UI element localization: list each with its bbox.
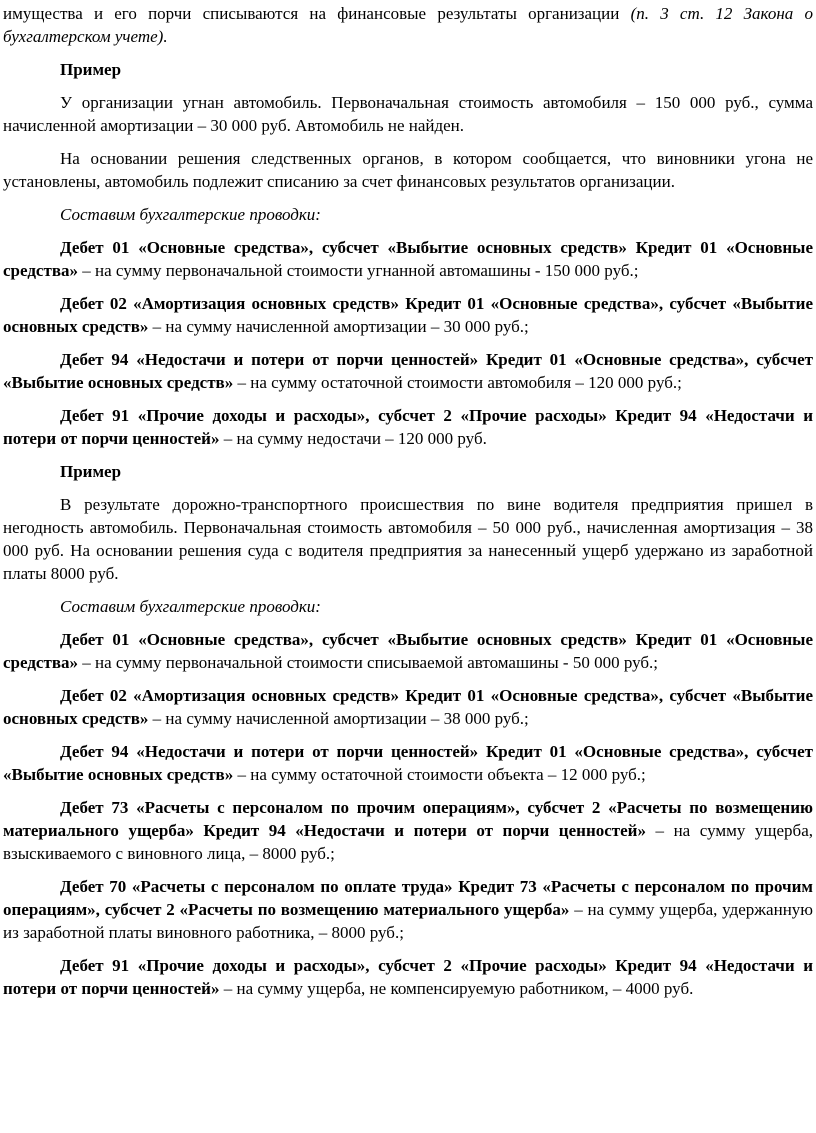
entry-accounts: Дебет 01 «Основные средства», субсчет «Выбытие основных средств» Кредит 01 «Основные средства» <box>3 630 813 672</box>
accounting-entry <box>3 740 813 786</box>
entry-description: – на сумму первоначальной стоимости угнанной автомашины - 150 000 руб.; <box>78 261 639 280</box>
accounting-entry <box>3 628 813 674</box>
law-reference: (п. 3 ст. 12 Закона о бухгалтерском учете). <box>3 4 813 46</box>
example-1-text-1 <box>3 91 813 137</box>
entry-accounts: Дебет 94 «Недостачи и потери от порчи ценностей» Кредит 01 «Основные средства», субсчет «Выбытие основных средств» <box>3 350 813 392</box>
entry-accounts: Дебет 73 «Расчеты с персоналом по прочим операциям», субсчет 2 «Расчеты по возмещению материального ущерба» Кредит 94 «Недостачи и потери от порчи ценностей» <box>3 798 813 840</box>
entry-description: – на сумму остаточной стоимости автомобиля – 120 000 руб.; <box>233 373 682 392</box>
entry-accounts: Дебет 91 «Прочие доходы и расходы», субсчет 2 «Прочие расходы» Кредит 94 «Недостачи и потери от порчи ценностей» <box>3 406 813 448</box>
entry-accounts: Дебет 94 «Недостачи и потери от порчи ценностей» Кредит 01 «Основные средства», субсчет «Выбытие основных средств» <box>3 742 813 784</box>
entry-description: – на сумму начисленной амортизации – 30 000 руб.; <box>148 317 529 336</box>
accounting-entry <box>3 292 813 338</box>
accounting-entry <box>3 404 813 450</box>
accounting-entry <box>3 875 813 944</box>
example-heading: Пример <box>60 60 122 79</box>
entry-accounts: Дебет 70 «Расчеты с персоналом по оплате труда» Кредит 73 «Расчеты с персоналом по прочим операциям», субсчет 2 «Расчеты по возмещению материального ущерба» <box>3 877 813 919</box>
entry-accounts: Дебет 02 «Амортизация основных средств» Кредит 01 «Основные средства», субсчет «Выбытие основных средств» <box>3 686 813 728</box>
entry-description: – на сумму ущерба, удержанную из заработной платы виновного работника, – 8000 руб.; <box>3 900 813 942</box>
text-run: На основании решения следственных органов, в котором сообщается, что виновники угона не установлены, автомобиль подлежит списанию за счет финансовых результатов организации. <box>3 149 813 191</box>
entry-accounts: Дебет 01 «Основные средства», субсчет «Выбытие основных средств» Кредит 01 «Основные средства» <box>3 238 813 280</box>
entry-accounts: Дебет 02 «Амортизация основных средств» Кредит 01 «Основные средства», субсчет «Выбытие основных средств» <box>3 294 813 336</box>
accounting-entry <box>3 954 813 1000</box>
entry-description: – на сумму ущерба, не компенсируемую работником, – 4000 руб. <box>219 979 694 998</box>
text-run: имущества и его порчи списываются на финансовые результаты организации <box>3 4 631 23</box>
entry-description: – на сумму ущерба, взыскиваемого с виновного лица, – 8000 руб.; <box>3 821 813 863</box>
accounting-entry <box>3 236 813 282</box>
example-2-text-1 <box>3 493 813 585</box>
entry-description: – на сумму начисленной амортизации – 38 000 руб.; <box>148 709 529 728</box>
accounting-entry <box>3 796 813 865</box>
intro-continuation <box>3 2 813 48</box>
entry-description: – на сумму первоначальной стоимости списываемой автомашины - 50 000 руб.; <box>78 653 659 672</box>
entries-heading: Составим бухгалтерские проводки: <box>60 597 321 616</box>
entry-description: – на сумму недостачи – 120 000 руб. <box>219 429 487 448</box>
entry-description: – на сумму остаточной стоимости объекта – 12 000 руб.; <box>233 765 646 784</box>
text-run: В результате дорожно-транспортного происшествия по вине водителя предприятия пришел в негодность автомобиль. Первоначальная стоимость автомобиля – 50 000 руб., начисленная амортизация – 38 000 руб. На основании решения суда с водителя предприятия за нанесенный ущерб удержано из заработной платы 8000 руб. <box>3 495 813 583</box>
entries-heading: Составим бухгалтерские проводки: <box>60 205 321 224</box>
example-heading: Пример <box>60 462 122 481</box>
example-1-text-2 <box>3 147 813 193</box>
accounting-entry <box>3 684 813 730</box>
text-run: У организации угнан автомобиль. Первоначальная стоимость автомобиля – 150 000 руб., сумма начисленной амортизации – 30 000 руб. Автомобиль не найден. <box>3 93 813 135</box>
entry-accounts: Дебет 91 «Прочие доходы и расходы», субсчет 2 «Прочие расходы» Кредит 94 «Недостачи и потери от порчи ценностей» <box>3 956 813 998</box>
accounting-entry <box>3 348 813 394</box>
